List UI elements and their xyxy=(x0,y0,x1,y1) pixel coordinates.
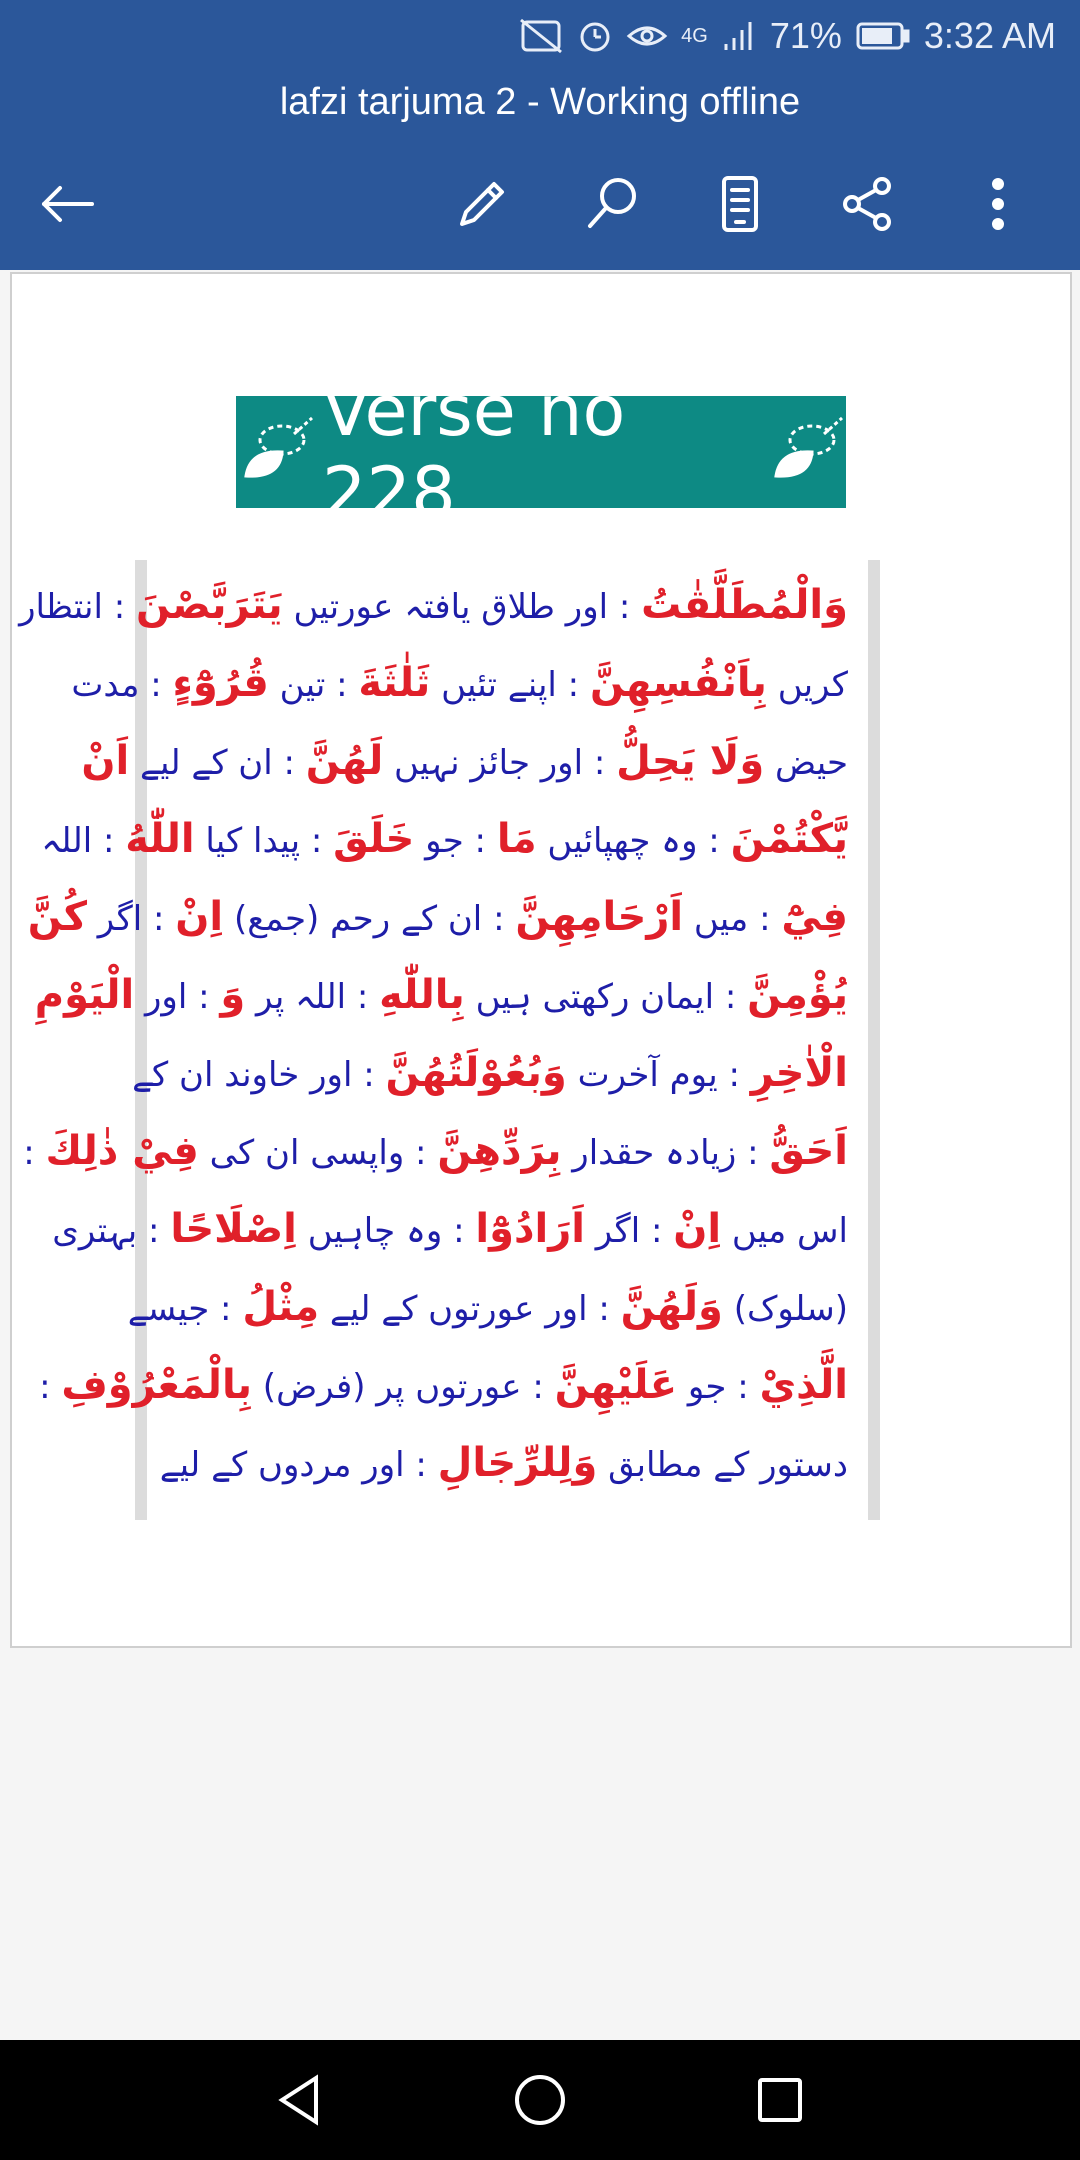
verse-line xyxy=(23,1112,848,1190)
document-title: lafzi tarjuma 2 - Working offline xyxy=(279,81,801,123)
urdu-translation: دستور کے مطابق xyxy=(597,1445,848,1485)
urdu-translation: : اور جائز نہیں xyxy=(383,743,617,783)
arabic-word: بِرَدِّهِنَّ xyxy=(437,1128,562,1174)
arabic-word: بِاللّٰهِ xyxy=(379,972,465,1018)
urdu-translation: : وہ چھپائیں xyxy=(536,821,731,861)
signal-icon xyxy=(722,18,756,54)
urdu-translation: : اللہ xyxy=(41,821,126,861)
arabic-word: الَّذِيْ xyxy=(759,1362,848,1408)
urdu-translation: : پیدا کیا xyxy=(194,821,334,861)
arabic-word: خَلَقَ xyxy=(333,816,415,862)
verse-line xyxy=(71,644,848,722)
battery-icon xyxy=(856,18,910,54)
urdu-translation: : ان کے رحم (جمع) xyxy=(223,899,516,939)
verse-line xyxy=(27,878,848,956)
arabic-word: وَلَا يَحِلُّ xyxy=(616,738,765,784)
verse-line xyxy=(159,1424,848,1502)
urdu-translation: : واپسی ان کی xyxy=(198,1133,438,1173)
arabic-word: لَهُنَّ xyxy=(305,738,384,784)
urdu-translation: : اور مردوں کے لیے xyxy=(159,1445,438,1485)
home-circle-icon[interactable] xyxy=(504,2064,576,2136)
urdu-translation: : عورتوں پر (فرض) xyxy=(252,1367,555,1407)
urdu-translation: : جیسے xyxy=(127,1289,243,1329)
arabic-word: مِثْلُ xyxy=(242,1284,320,1330)
urdu-translation: : ان کے لیے xyxy=(129,743,306,783)
urdu-translation: : ایمان رکھتی ہیں xyxy=(464,977,748,1017)
arabic-word: مَا xyxy=(496,816,537,862)
urdu-translation: : یوم آخرت xyxy=(566,1055,751,1095)
urdu-translation: : میں xyxy=(683,899,782,939)
arabic-word: اِنْ xyxy=(175,894,224,940)
edit-pencil-icon[interactable] xyxy=(446,168,518,240)
arabic-word: وَلِلرِّجَالِ xyxy=(437,1440,598,1486)
urdu-translation: حیض xyxy=(764,743,848,783)
leaf-icon xyxy=(236,412,316,492)
verse-banner xyxy=(236,370,846,534)
back-triangle-icon[interactable] xyxy=(264,2064,336,2136)
urdu-translation: : اور خاوند ان کے xyxy=(132,1055,386,1095)
urdu-translation: : وہ چاہیں xyxy=(296,1211,476,1251)
arabic-word: قُرُوْٓءٍ xyxy=(172,660,269,706)
urdu-translation: کریں xyxy=(766,665,848,705)
verse-line xyxy=(132,1034,848,1112)
urdu-translation: : انتظار xyxy=(19,587,137,627)
urdu-translation: : مدت xyxy=(71,665,173,705)
arabic-word: الْيَوْمِ xyxy=(34,972,135,1018)
urdu-translation: اس میں xyxy=(721,1211,848,1251)
reading-mode-icon[interactable] xyxy=(704,168,776,240)
urdu-translation: : اللہ پر xyxy=(245,977,380,1017)
arabic-word: وَ xyxy=(220,972,246,1018)
app-bar xyxy=(0,0,1080,270)
verse-line xyxy=(39,1346,848,1424)
verse-line xyxy=(81,722,848,800)
document-page[interactable] xyxy=(10,272,1072,1648)
urdu-translation: : xyxy=(23,1133,46,1173)
arabic-word: ثَلٰثَةَ xyxy=(358,660,431,706)
arabic-word: وَالْمُطَلَّقٰتُ xyxy=(641,582,848,628)
verse-line xyxy=(19,566,848,644)
arabic-word: بِالْمَعْرُوْفِ xyxy=(61,1362,252,1408)
urdu-translation: : بہتری xyxy=(52,1211,171,1251)
status-bar xyxy=(0,0,1080,72)
verse-line xyxy=(34,956,848,1034)
arabic-word: الْاٰخِرِ xyxy=(750,1050,848,1096)
arabic-word: عَلَيْهِنَّ xyxy=(554,1362,678,1408)
arabic-word: اَرْحَامِهِنَّ xyxy=(515,894,684,940)
verse-line xyxy=(41,800,848,878)
urdu-translation: : xyxy=(39,1367,62,1407)
arabic-word: اِنْ xyxy=(673,1206,722,1252)
verse-line xyxy=(127,1268,848,1346)
arabic-word: يُؤْمِنَّ xyxy=(747,972,848,1018)
leaf-icon xyxy=(766,412,846,492)
back-arrow-icon[interactable] xyxy=(32,168,104,240)
network-type: 4G xyxy=(681,24,708,47)
urdu-translation: : جو xyxy=(677,1367,760,1407)
urdu-translation: : جو xyxy=(414,821,497,861)
urdu-translation: : اپنے تئیں xyxy=(430,665,590,705)
urdu-translation: : اگر xyxy=(584,1211,674,1251)
urdu-translation: : اور xyxy=(134,977,221,1017)
urdu-translation: (سلوک) xyxy=(722,1289,848,1329)
alarm-icon xyxy=(577,18,613,54)
arabic-word: فِيْٓ xyxy=(781,894,848,940)
clock: 3:32 AM xyxy=(923,15,1056,56)
urdu-translation: : اگر xyxy=(87,899,176,939)
recents-square-icon[interactable] xyxy=(744,2064,816,2136)
eye-comfort-icon xyxy=(627,18,667,54)
search-icon[interactable] xyxy=(576,168,648,240)
arabic-word: اِصْلَاحًا xyxy=(170,1206,297,1252)
arabic-word: يَتَرَبَّصْنَ xyxy=(136,582,283,628)
urdu-translation: : اور طلاق یافتہ عورتیں xyxy=(282,587,642,627)
more-options-icon[interactable] xyxy=(962,168,1034,240)
share-icon[interactable] xyxy=(832,168,904,240)
arabic-word: يَّكْتُمْنَ xyxy=(730,816,848,862)
arabic-word: كُنَّ xyxy=(27,894,87,940)
arabic-word: بِاَنْفُسِهِنَّ xyxy=(589,660,767,706)
toolbar xyxy=(0,150,1080,250)
arabic-word: اَنْ xyxy=(81,738,130,784)
arabic-word: فِيْ ذٰلِكَ xyxy=(45,1128,199,1174)
arabic-word: اللّٰهُ xyxy=(125,816,195,862)
no-sim-icon xyxy=(519,18,563,54)
verse-translation-text xyxy=(19,560,880,1520)
urdu-translation: : زیادہ حقدار xyxy=(561,1133,770,1173)
arabic-word: وَبُعُوْلَتُهُنَّ xyxy=(385,1050,567,1096)
urdu-translation: : اور عورتوں کے لیے xyxy=(319,1289,621,1329)
arabic-word: وَلَهُنَّ xyxy=(620,1284,723,1330)
arabic-word: اَرَادُوْٓا xyxy=(475,1206,585,1252)
verse-title: Verse no 228 xyxy=(322,370,626,534)
arabic-word: اَحَقُّ xyxy=(769,1128,848,1174)
urdu-translation: : تین xyxy=(268,665,359,705)
battery-level: 71% xyxy=(769,15,842,56)
navigation-bar xyxy=(0,2040,1080,2160)
verse-line xyxy=(52,1190,848,1268)
